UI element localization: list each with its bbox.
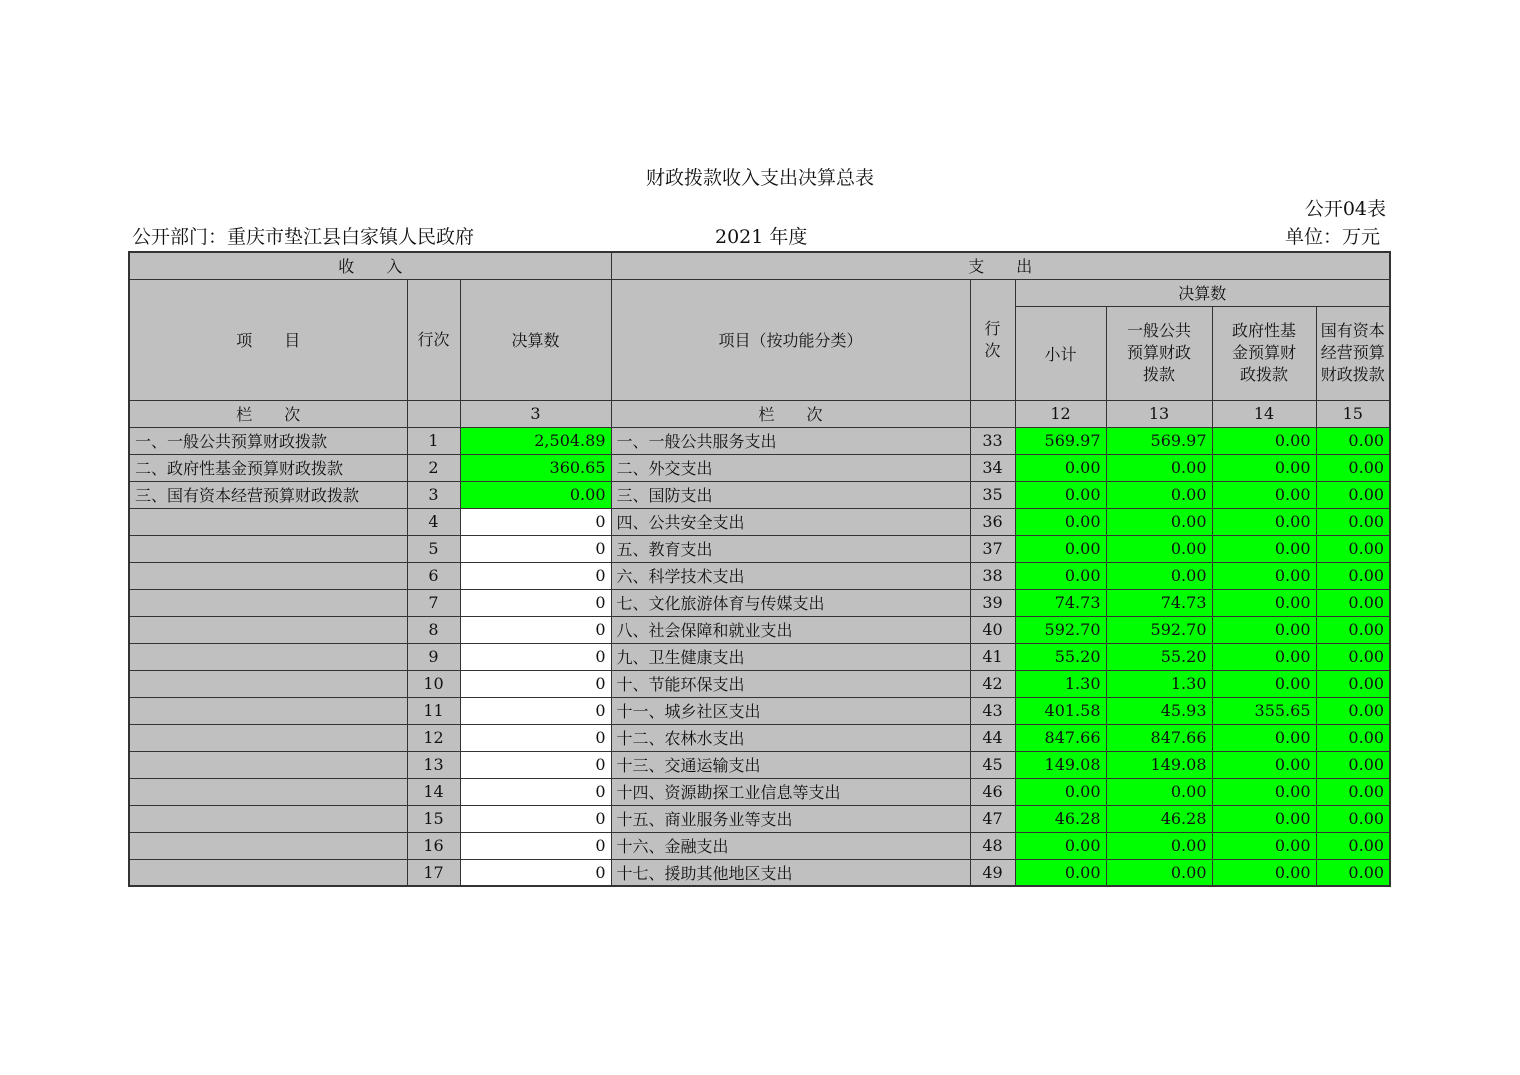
col-12: 12 xyxy=(1015,400,1106,427)
expense-general: 0.00 xyxy=(1106,508,1212,535)
table-row xyxy=(129,751,1390,778)
income-item xyxy=(129,697,407,724)
subtotal-header: 小计 xyxy=(1015,306,1106,400)
expense-state-capital: 0.00 xyxy=(1316,589,1390,616)
func-item-header: 项目（按功能分类） xyxy=(611,279,970,400)
form-number: 公开04表 xyxy=(1304,198,1386,220)
col-label-empty xyxy=(407,400,460,427)
income-row-no: 13 xyxy=(407,751,460,778)
income-amount: 0 xyxy=(460,562,611,589)
income-amount: 0 xyxy=(460,778,611,805)
expense-item: 五、教育支出 xyxy=(611,535,970,562)
expense-state-capital: 0.00 xyxy=(1316,832,1390,859)
income-item xyxy=(129,508,407,535)
table-row xyxy=(129,643,1390,670)
expense-subtotal: 401.58 xyxy=(1015,697,1106,724)
income-row-no: 2 xyxy=(407,454,460,481)
expense-gov-fund: 0.00 xyxy=(1212,562,1316,589)
expense-general: 0.00 xyxy=(1106,859,1212,886)
table-row xyxy=(129,481,1390,508)
expense-item: 十、节能环保支出 xyxy=(611,670,970,697)
expense-row-no: 36 xyxy=(970,508,1015,535)
expense-subtotal: 46.28 xyxy=(1015,805,1106,832)
expense-general: 1.30 xyxy=(1106,670,1212,697)
expense-general: 569.97 xyxy=(1106,427,1212,454)
expense-row-no: 48 xyxy=(970,832,1015,859)
expense-gov-fund: 0.00 xyxy=(1212,751,1316,778)
col-15: 15 xyxy=(1316,400,1390,427)
expense-general: 592.70 xyxy=(1106,616,1212,643)
state-capital-header: 国有资本经营预算财政拨款 xyxy=(1316,306,1390,400)
table-row xyxy=(129,859,1390,886)
expense-gov-fund: 0.00 xyxy=(1212,427,1316,454)
expense-row-no: 38 xyxy=(970,562,1015,589)
expense-row-no: 40 xyxy=(970,616,1015,643)
expense-item: 十五、商业服务业等支出 xyxy=(611,805,970,832)
income-row-no: 12 xyxy=(407,724,460,751)
expense-state-capital: 0.00 xyxy=(1316,859,1390,886)
income-row-no: 10 xyxy=(407,670,460,697)
expense-item: 一、一般公共服务支出 xyxy=(611,427,970,454)
income-row-no: 9 xyxy=(407,643,460,670)
expense-subtotal: 847.66 xyxy=(1015,724,1106,751)
income-amount: 0 xyxy=(460,832,611,859)
expense-subtotal: 592.70 xyxy=(1015,616,1106,643)
expense-general: 74.73 xyxy=(1106,589,1212,616)
income-amount: 0 xyxy=(460,697,611,724)
expense-row-no: 49 xyxy=(970,859,1015,886)
income-row-no: 11 xyxy=(407,697,460,724)
row-no-header-2: 行次 xyxy=(970,279,1015,400)
table-row xyxy=(129,670,1390,697)
expense-subtotal: 149.08 xyxy=(1015,751,1106,778)
col-label-empty-2 xyxy=(970,400,1015,427)
expense-subtotal: 0.00 xyxy=(1015,508,1106,535)
expense-subtotal: 74.73 xyxy=(1015,589,1106,616)
col-label: 栏 次 xyxy=(129,400,407,427)
expense-row-no: 37 xyxy=(970,535,1015,562)
income-item: 三、国有资本经营预算财政拨款 xyxy=(129,481,407,508)
income-amount: 0 xyxy=(460,751,611,778)
table-row xyxy=(129,778,1390,805)
expense-item: 四、公共安全支出 xyxy=(611,508,970,535)
year-label: 2021 年度 xyxy=(715,226,808,248)
income-row-no: 15 xyxy=(407,805,460,832)
expense-gov-fund: 0.00 xyxy=(1212,724,1316,751)
expense-general: 149.08 xyxy=(1106,751,1212,778)
expense-item: 六、科学技术支出 xyxy=(611,562,970,589)
expense-item: 十三、交通运输支出 xyxy=(611,751,970,778)
expense-general: 0.00 xyxy=(1106,535,1212,562)
expense-gov-fund: 0.00 xyxy=(1212,670,1316,697)
income-item: 二、政府性基金预算财政拨款 xyxy=(129,454,407,481)
expense-general: 847.66 xyxy=(1106,724,1212,751)
income-header: 收 入 xyxy=(129,252,611,279)
expense-gov-fund: 0.00 xyxy=(1212,508,1316,535)
expense-state-capital: 0.00 xyxy=(1316,481,1390,508)
expense-gov-fund: 0.00 xyxy=(1212,778,1316,805)
col-13: 13 xyxy=(1106,400,1212,427)
final-amount-header: 决算数 xyxy=(460,279,611,400)
table-row xyxy=(129,589,1390,616)
income-amount: 2,504.89 xyxy=(460,427,611,454)
income-row-no: 17 xyxy=(407,859,460,886)
table-row xyxy=(129,454,1390,481)
expense-item: 三、国防支出 xyxy=(611,481,970,508)
expense-row-no: 45 xyxy=(970,751,1015,778)
expense-item: 十七、援助其他地区支出 xyxy=(611,859,970,886)
expense-general: 0.00 xyxy=(1106,832,1212,859)
expense-subtotal: 0.00 xyxy=(1015,832,1106,859)
income-item xyxy=(129,562,407,589)
income-amount: 360.65 xyxy=(460,454,611,481)
expense-item: 八、社会保障和就业支出 xyxy=(611,616,970,643)
budget-table xyxy=(128,251,1391,887)
income-item xyxy=(129,832,407,859)
department-label: 公开部门：重庆市垫江县白家镇人民政府 xyxy=(132,226,475,248)
expense-state-capital: 0.00 xyxy=(1316,670,1390,697)
expense-subtotal: 0.00 xyxy=(1015,454,1106,481)
general-budget-header: 一般公共预算财政拨款 xyxy=(1106,306,1212,400)
expense-subtotal: 0.00 xyxy=(1015,535,1106,562)
col-label-2: 栏 次 xyxy=(611,400,970,427)
table-row xyxy=(129,832,1390,859)
expense-state-capital: 0.00 xyxy=(1316,427,1390,454)
expense-row-no: 34 xyxy=(970,454,1015,481)
expense-general: 0.00 xyxy=(1106,481,1212,508)
expense-row-no: 42 xyxy=(970,670,1015,697)
expense-gov-fund: 355.65 xyxy=(1212,697,1316,724)
expense-item: 十二、农林水支出 xyxy=(611,724,970,751)
col-3: 3 xyxy=(460,400,611,427)
expense-state-capital: 0.00 xyxy=(1316,535,1390,562)
income-row-no: 4 xyxy=(407,508,460,535)
income-amount: 0 xyxy=(460,616,611,643)
expense-general: 46.28 xyxy=(1106,805,1212,832)
expense-row-no: 39 xyxy=(970,589,1015,616)
item-header: 项 目 xyxy=(129,279,407,400)
table-row xyxy=(129,616,1390,643)
income-amount: 0 xyxy=(460,670,611,697)
income-item xyxy=(129,670,407,697)
expense-subtotal: 569.97 xyxy=(1015,427,1106,454)
income-amount: 0.00 xyxy=(460,481,611,508)
income-item xyxy=(129,643,407,670)
expense-row-no: 41 xyxy=(970,643,1015,670)
expense-gov-fund: 0.00 xyxy=(1212,616,1316,643)
expense-subtotal: 1.30 xyxy=(1015,670,1106,697)
table-row xyxy=(129,805,1390,832)
expense-row-no: 33 xyxy=(970,427,1015,454)
income-amount: 0 xyxy=(460,535,611,562)
expense-subtotal: 0.00 xyxy=(1015,859,1106,886)
expense-state-capital: 0.00 xyxy=(1316,724,1390,751)
income-amount: 0 xyxy=(460,643,611,670)
col-14: 14 xyxy=(1212,400,1316,427)
expense-state-capital: 0.00 xyxy=(1316,751,1390,778)
income-item xyxy=(129,859,407,886)
income-row-no: 1 xyxy=(407,427,460,454)
expense-state-capital: 0.00 xyxy=(1316,616,1390,643)
income-amount: 0 xyxy=(460,508,611,535)
income-amount: 0 xyxy=(460,724,611,751)
income-amount: 0 xyxy=(460,859,611,886)
expense-row-no: 35 xyxy=(970,481,1015,508)
table-row xyxy=(129,535,1390,562)
income-item xyxy=(129,535,407,562)
expense-state-capital: 0.00 xyxy=(1316,805,1390,832)
expense-state-capital: 0.00 xyxy=(1316,778,1390,805)
final-amount-header-2: 决算数 xyxy=(1015,279,1390,306)
expense-gov-fund: 0.00 xyxy=(1212,832,1316,859)
income-row-no: 7 xyxy=(407,589,460,616)
expense-item: 十四、资源勘探工业信息等支出 xyxy=(611,778,970,805)
expense-item: 九、卫生健康支出 xyxy=(611,643,970,670)
expense-gov-fund: 0.00 xyxy=(1212,859,1316,886)
unit-label: 单位：万元 xyxy=(1284,226,1380,248)
expense-general: 45.93 xyxy=(1106,697,1212,724)
income-item xyxy=(129,778,407,805)
income-item xyxy=(129,751,407,778)
table-row xyxy=(129,508,1390,535)
table-row xyxy=(129,697,1390,724)
expense-gov-fund: 0.00 xyxy=(1212,805,1316,832)
expense-item: 十一、城乡社区支出 xyxy=(611,697,970,724)
expense-state-capital: 0.00 xyxy=(1316,562,1390,589)
expense-state-capital: 0.00 xyxy=(1316,508,1390,535)
income-item xyxy=(129,616,407,643)
expense-item: 七、文化旅游体育与传媒支出 xyxy=(611,589,970,616)
income-row-no: 5 xyxy=(407,535,460,562)
income-row-no: 3 xyxy=(407,481,460,508)
expense-row-no: 46 xyxy=(970,778,1015,805)
expense-gov-fund: 0.00 xyxy=(1212,589,1316,616)
expense-state-capital: 0.00 xyxy=(1316,697,1390,724)
expense-gov-fund: 0.00 xyxy=(1212,481,1316,508)
row-no-header: 行次 xyxy=(407,279,460,400)
gov-fund-header: 政府性基金预算财政拨款 xyxy=(1212,306,1316,400)
expense-row-no: 47 xyxy=(970,805,1015,832)
expense-state-capital: 0.00 xyxy=(1316,643,1390,670)
expense-row-no: 43 xyxy=(970,697,1015,724)
table-row xyxy=(129,724,1390,751)
expense-gov-fund: 0.00 xyxy=(1212,643,1316,670)
expense-item: 二、外交支出 xyxy=(611,454,970,481)
expense-subtotal: 0.00 xyxy=(1015,562,1106,589)
page-title: 财政拨款收入支出决算总表 xyxy=(645,167,874,189)
table-row xyxy=(129,427,1390,454)
expense-subtotal: 55.20 xyxy=(1015,643,1106,670)
expense-item: 十六、金融支出 xyxy=(611,832,970,859)
expense-gov-fund: 0.00 xyxy=(1212,454,1316,481)
table-row xyxy=(129,562,1390,589)
income-item xyxy=(129,805,407,832)
expense-general: 0.00 xyxy=(1106,454,1212,481)
income-amount: 0 xyxy=(460,589,611,616)
expense-state-capital: 0.00 xyxy=(1316,454,1390,481)
expense-row-no: 44 xyxy=(970,724,1015,751)
income-item xyxy=(129,589,407,616)
expense-general: 0.00 xyxy=(1106,778,1212,805)
income-item: 一、一般公共预算财政拨款 xyxy=(129,427,407,454)
expense-subtotal: 0.00 xyxy=(1015,778,1106,805)
income-row-no: 6 xyxy=(407,562,460,589)
expense-subtotal: 0.00 xyxy=(1015,481,1106,508)
income-row-no: 16 xyxy=(407,832,460,859)
income-amount: 0 xyxy=(460,805,611,832)
expense-general: 55.20 xyxy=(1106,643,1212,670)
expense-general: 0.00 xyxy=(1106,562,1212,589)
income-row-no: 8 xyxy=(407,616,460,643)
expense-header: 支 出 xyxy=(611,252,1390,279)
income-row-no: 14 xyxy=(407,778,460,805)
income-item xyxy=(129,724,407,751)
expense-gov-fund: 0.00 xyxy=(1212,535,1316,562)
